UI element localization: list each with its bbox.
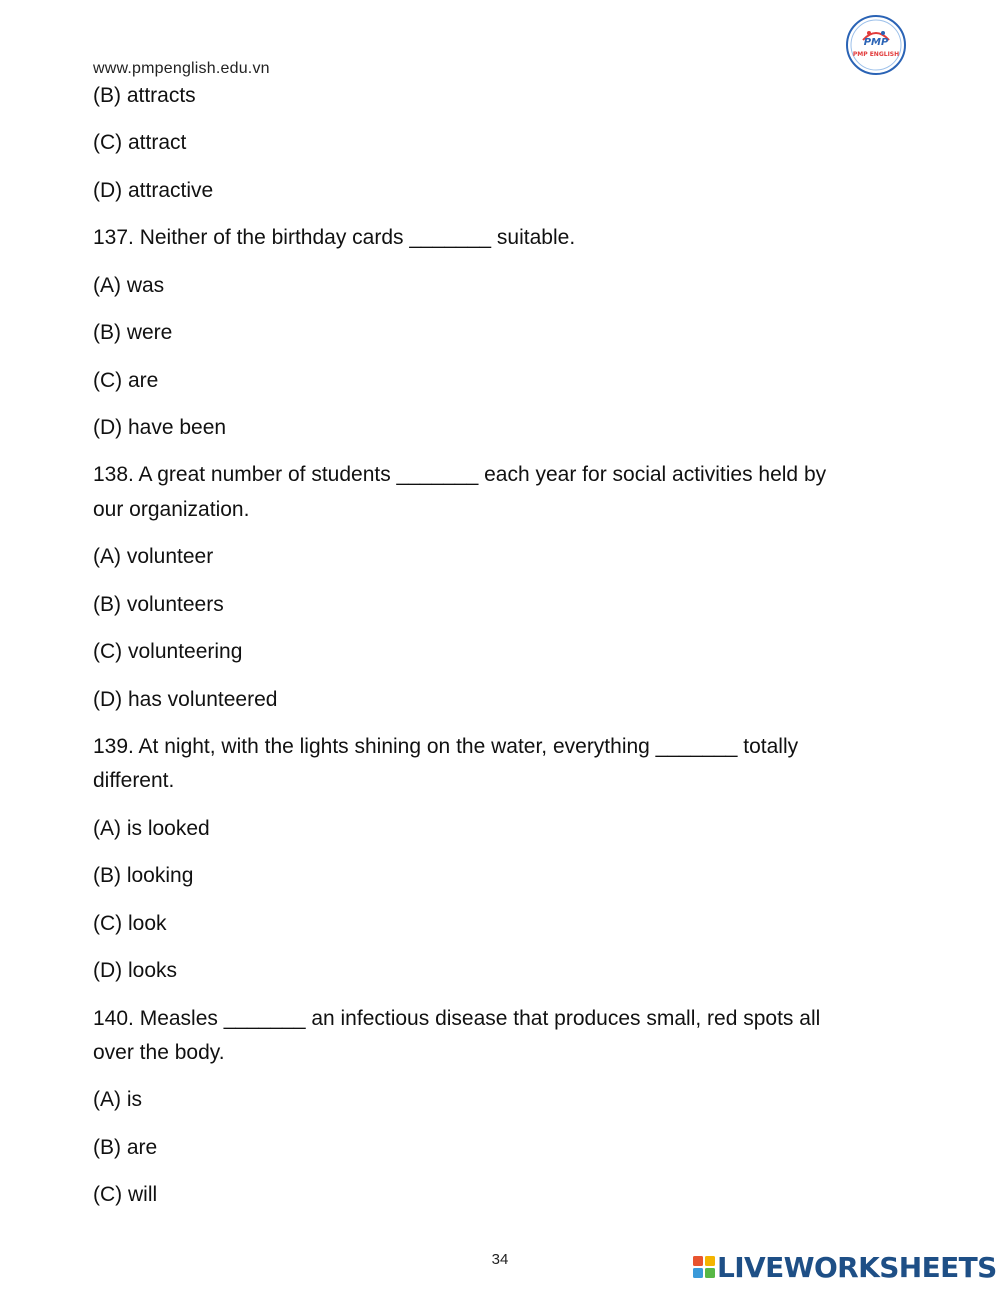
answer-option: (C) volunteering <box>93 640 243 663</box>
answer-option: (B) volunteers <box>93 593 224 616</box>
answer-option: (D) has volunteered <box>93 688 278 711</box>
logo-text-top: PMP <box>863 37 889 48</box>
answer-option: (C) attract <box>93 131 187 154</box>
answer-option: (C) look <box>93 912 167 935</box>
answer-option: (B) are <box>93 1136 158 1159</box>
answer-option: (B) attracts <box>93 84 196 107</box>
question-139: 139. At night, with the lights shining on the water, everything _______ totally <box>93 735 799 758</box>
question-140: 140. Measles _______ an infectious disease that produces small, red spots all <box>93 1007 821 1030</box>
answer-option: (B) looking <box>93 864 194 887</box>
answer-option: (C) will <box>93 1183 158 1206</box>
answer-option: (B) were <box>93 321 173 344</box>
liveworksheets-icon <box>693 1256 715 1278</box>
site-url: www.pmpenglish.edu.vn <box>93 60 270 77</box>
answer-option: (D) attractive <box>93 179 214 202</box>
answer-option: (A) was <box>93 274 165 297</box>
liveworksheets-brand[interactable] <box>693 1250 997 1284</box>
question-137: 137. Neither of the birthday cards _______ suitable. <box>93 226 576 249</box>
answer-option: (C) are <box>93 369 159 392</box>
question-138: 138. A great number of students _______ each year for social activities held by <box>93 463 827 486</box>
question-140-continued: over the body. <box>93 1041 225 1064</box>
answer-option: (D) looks <box>93 959 178 982</box>
question-138-continued: our organization. <box>93 498 250 521</box>
answer-option: (A) is <box>93 1088 142 1111</box>
answer-option: (D) have been <box>93 416 227 439</box>
pmp-english-logo <box>845 14 907 76</box>
answer-option: (A) volunteer <box>93 545 214 568</box>
question-139-continued: different. <box>93 769 175 792</box>
page-number: 34 <box>491 1251 509 1268</box>
logo-text-bottom: PMP ENGLISH <box>852 51 900 58</box>
answer-option: (A) is looked <box>93 817 210 840</box>
liveworksheets-wordmark: LIVEWORKSHEETS <box>717 1250 997 1284</box>
